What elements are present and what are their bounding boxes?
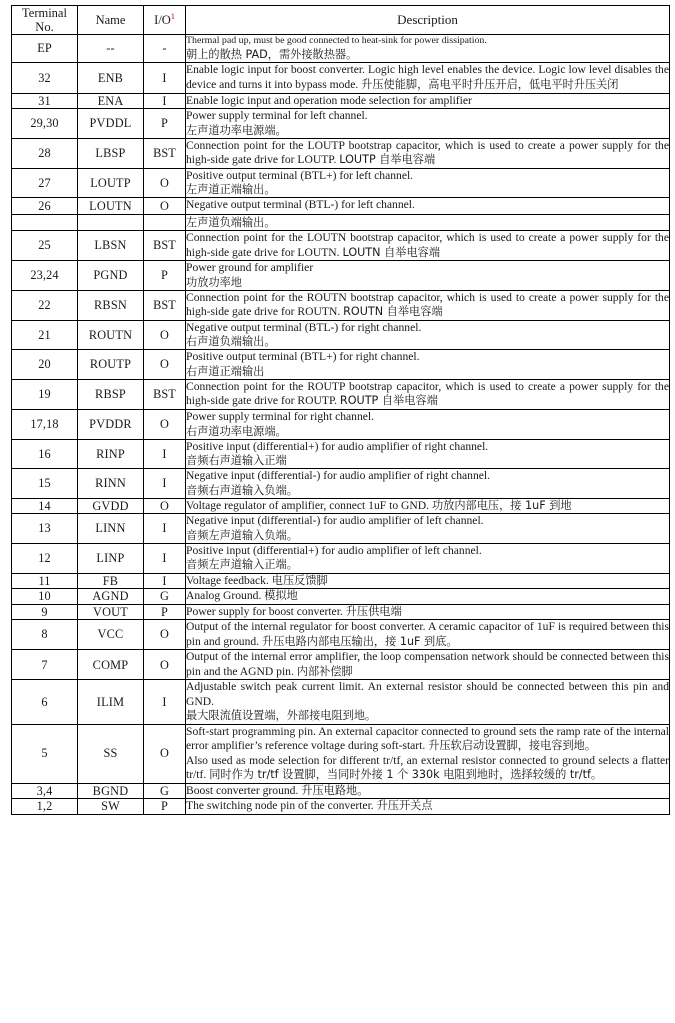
description-en: Negative output terminal (BTL-) for right channel. (186, 320, 422, 334)
table-row (12, 543, 670, 573)
table-row (12, 350, 670, 380)
description-en: Positive output terminal (BTL+) for left channel. (186, 168, 414, 182)
cell-description (186, 620, 670, 650)
cell-terminal-no: 27 (12, 168, 78, 198)
description-cn: 功放功率地 (186, 275, 242, 289)
table-row-continuation (12, 214, 670, 230)
description-mixed (186, 650, 669, 679)
cell-description (186, 350, 670, 380)
cell-io: I (144, 680, 186, 724)
cell-terminal-no: 9 (12, 604, 78, 620)
table-row (12, 439, 670, 469)
description-cn: 右声道正端输出 (186, 364, 265, 378)
cell-io: P (144, 799, 186, 815)
cell-description (186, 589, 670, 605)
description-mixed (186, 231, 669, 260)
table-row (12, 589, 670, 605)
cell-description (186, 514, 670, 544)
description-cn: 朝上的散热 PAD，需外接散热器。 (186, 47, 358, 61)
description-mixed (186, 63, 669, 92)
description-en: Positive input (differential+) for audio amplifier of left channel. (186, 543, 482, 557)
description-en-2: Also used as mode selection for different tr/tf, an external resistor connected to ground selects a flatter tr/tf. (186, 753, 669, 782)
cell-terminal-no: 22 (12, 290, 78, 320)
cell-name: PVDDR (78, 410, 144, 440)
description-mixed (186, 380, 669, 409)
description-cn: 右声道负端输出。 (186, 335, 276, 349)
description-en: Power supply terminal for left channel. (186, 109, 368, 123)
description-mixed (186, 799, 669, 814)
cell-description (186, 379, 670, 409)
column-header-terminal-no (12, 6, 78, 35)
cell-name: GVDD (78, 498, 144, 514)
description-en: Positive input (differential+) for audio amplifier of right channel. (186, 439, 489, 453)
cell-description (186, 650, 670, 680)
cell-description (186, 573, 670, 589)
cell-io: BST (144, 138, 186, 168)
description-cn: 音频右声道输入正端 (186, 454, 287, 468)
table-row (12, 63, 670, 93)
cell-terminal-no: 26 (12, 198, 78, 215)
cell-description (186, 138, 670, 168)
description-mixed (186, 620, 669, 649)
cell-terminal-no: 10 (12, 589, 78, 605)
cell-terminal-no: 6 (12, 680, 78, 724)
cell-name: PGND (78, 261, 144, 291)
cell-terminal-no: 28 (12, 138, 78, 168)
cell-name: BGND (78, 783, 144, 799)
column-header-terminal-line1: Terminal (22, 6, 67, 20)
description-en: Enable logic input for boost converter. Logic high level enables the device. Logic low level disables the device and turns it into bypass mode. (186, 63, 669, 91)
table-row (12, 573, 670, 589)
cell-terminal-no: 29,30 (12, 109, 78, 139)
description-en: Power supply for boost converter. (186, 604, 343, 618)
cell-terminal-no: 12 (12, 543, 78, 573)
cell-io: O (144, 410, 186, 440)
cell-description (186, 35, 670, 63)
cell-name: LINP (78, 543, 144, 573)
cell-description (186, 410, 670, 440)
description-cn: ROUTP 自举电容端 (339, 394, 438, 408)
table-row (12, 498, 670, 514)
description-en: Thermal pad up, must be good connected to heat-sink for power dissipation. (186, 35, 487, 46)
description-cn: 最大限流值设置端，外部接电阻到地。 (186, 709, 377, 723)
cell-description-continued (186, 214, 670, 230)
description-cn: 右声道功率电源端。 (186, 424, 287, 438)
cell-name: AGND (78, 589, 144, 605)
table-row (12, 168, 670, 198)
cell-name: RBSP (78, 379, 144, 409)
cell-io: P (144, 109, 186, 139)
footnote-marker: 1 (170, 11, 175, 21)
cell-name: ILIM (78, 680, 144, 724)
cell-description (186, 109, 670, 139)
cell-io: O (144, 168, 186, 198)
cell-name: RINN (78, 469, 144, 499)
cell-io: I (144, 439, 186, 469)
description-mixed (186, 784, 669, 799)
cell-io: P (144, 604, 186, 620)
cell-terminal-no: 23,24 (12, 261, 78, 291)
cell-terminal-no: 19 (12, 379, 78, 409)
cell-description (186, 93, 670, 109)
description-en: Voltage regulator of amplifier, connect 1uF to GND. (186, 498, 430, 512)
cell-io: G (144, 589, 186, 605)
cell-io: I (144, 573, 186, 589)
cell-name: ROUTN (78, 320, 144, 350)
cell-description (186, 680, 670, 724)
cell-terminal-no: 11 (12, 573, 78, 589)
cell-io: O (144, 724, 186, 783)
table-row (12, 261, 670, 291)
table-row (12, 724, 670, 783)
cell-name: ENB (78, 63, 144, 93)
cell-io: BST (144, 379, 186, 409)
table-body (12, 35, 670, 815)
table-row (12, 109, 670, 139)
table-row (12, 230, 670, 260)
table-row (12, 650, 670, 680)
description-en: The switching node pin of the converter. (186, 799, 374, 813)
description-cn: 升压开关点 (376, 799, 433, 813)
cell-io: O (144, 498, 186, 514)
description-cn: 模拟地 (264, 589, 298, 603)
description-cn: 电压反馈脚 (271, 573, 328, 587)
cell-name: LOUTN (78, 198, 144, 215)
cell-io: BST (144, 230, 186, 260)
cell-terminal-no: 16 (12, 439, 78, 469)
description-en: Boost converter ground. (186, 783, 299, 797)
description-cn: 升压电路地。 (301, 783, 369, 797)
table-row (12, 379, 670, 409)
description-en: Connection point for the ROUTP bootstrap capacitor, which is used to create a power supply for the high-side gate drive for ROUTP. (186, 379, 669, 408)
cell-description (186, 724, 670, 783)
table-row (12, 35, 670, 63)
description-en: Adjustable switch peak current limit. An external resistor should be connected between this pin and GND. (186, 680, 669, 708)
cell-io: O (144, 620, 186, 650)
description-en: Power supply terminal for right channel. (186, 410, 375, 424)
description-cn: 音频右声道输入负端。 (186, 483, 298, 497)
cell-terminal-no: 20 (12, 350, 78, 380)
cell-io: O (144, 198, 186, 215)
cell-io: I (144, 514, 186, 544)
table-row (12, 410, 670, 440)
column-header-terminal-line2: No. (35, 20, 54, 34)
cell-io: - (144, 35, 186, 63)
cell-io: I (144, 469, 186, 499)
cell-name: ENA (78, 93, 144, 109)
description-mixed-2 (186, 754, 669, 783)
description-cn: 内部补偿脚 (296, 664, 353, 678)
table-row (12, 138, 670, 168)
description-en: Voltage feedback. (186, 573, 269, 587)
description-mixed (186, 499, 669, 514)
description-mixed (186, 605, 669, 620)
cell-description (186, 168, 670, 198)
table-row (12, 514, 670, 544)
description-cn: 升压供电端 (345, 604, 402, 618)
description-cn: 左声道正端输出。 (186, 183, 276, 197)
cell-description (186, 543, 670, 573)
column-header-io-label: I/O (154, 13, 171, 27)
description-en: Output of the internal regulator for boost converter. A ceramic capacitor of 1uF is required between this pin and ground. (186, 620, 669, 648)
description-cn: 升压软启动设置脚，接电容到地。 (428, 739, 597, 753)
description-cn: 左声道负端输出。 (186, 215, 276, 229)
description-cn-2: 同时作为 tr/tf 设置脚，当同时外接 1 个 330k 电阻到地时，选择较缓的 tr/tf。 (209, 768, 603, 782)
description-en: Enable logic input and operation mode selection for amplifier (186, 93, 472, 107)
cell-terminal-no: 31 (12, 93, 78, 109)
cell-description (186, 198, 670, 215)
cell-terminal-no: 32 (12, 63, 78, 93)
column-header-description: Description (186, 6, 670, 35)
column-header-io (144, 6, 186, 35)
cell-name: PVDDL (78, 109, 144, 139)
cell-name: RBSN (78, 290, 144, 320)
cell-io: BST (144, 290, 186, 320)
description-cn: 升压使能脚，高电平时升压开启，低电平时升压关闭 (361, 77, 619, 91)
description-cn: 音频左声道输入负端。 (186, 528, 298, 542)
column-header-name: Name (78, 6, 144, 35)
cell-description (186, 498, 670, 514)
description-mixed (186, 139, 669, 168)
description-en: Analog Ground. (186, 589, 262, 603)
cell-io: I (144, 93, 186, 109)
cell-description (186, 469, 670, 499)
description-en: Negative output terminal (BTL-) for left channel. (186, 198, 415, 212)
cell-description (186, 320, 670, 350)
cell-terminal-no: 1,2 (12, 799, 78, 815)
cell-description (186, 230, 670, 260)
cell-terminal-no: 14 (12, 498, 78, 514)
cell-name: ROUTP (78, 350, 144, 380)
cell-terminal-no: 21 (12, 320, 78, 350)
header-row (12, 6, 670, 35)
cell-name: FB (78, 573, 144, 589)
cell-description (186, 439, 670, 469)
table-row (12, 604, 670, 620)
cell-name: LOUTP (78, 168, 144, 198)
cell-terminal-no: 25 (12, 230, 78, 260)
cell-terminal-no: 3,4 (12, 783, 78, 799)
description-cn: 升压电路内部电压输出，接 1uF 到底。 (262, 634, 458, 648)
table-row (12, 93, 670, 109)
cell-terminal-no: EP (12, 35, 78, 63)
cell-name: VCC (78, 620, 144, 650)
description-cn: 左声道功率电源端。 (186, 123, 287, 137)
table-row (12, 680, 670, 724)
cell-description (186, 63, 670, 93)
cell-terminal-no: 8 (12, 620, 78, 650)
description-cn: 音频左声道输入正端。 (186, 558, 298, 572)
description-mixed (186, 291, 669, 320)
description-en: Output of the internal error amplifier, the loop compensation network should be connected between this pin and the AGND pin. (186, 650, 669, 678)
cell-terminal-no: 17,18 (12, 410, 78, 440)
table-row (12, 198, 670, 215)
table-row (12, 469, 670, 499)
cell-name: LINN (78, 514, 144, 544)
cell-description (186, 799, 670, 815)
description-en: Positive output terminal (BTL+) for right channel. (186, 350, 420, 364)
cell-io: I (144, 63, 186, 93)
table-row (12, 320, 670, 350)
description-mixed (186, 574, 669, 589)
table-row (12, 783, 670, 799)
cell-terminal-no: 15 (12, 469, 78, 499)
cell-io: P (144, 261, 186, 291)
description-en: Power ground for amplifier (186, 261, 314, 275)
description-cn: 功放内部电压，接 1uF 到地 (431, 498, 572, 512)
description-en: Connection point for the ROUTN bootstrap capacitor, which is used to create a power supply for the high-side gate drive for ROUTN. (186, 290, 669, 319)
cell-name: RINP (78, 439, 144, 469)
cell-io: O (144, 350, 186, 380)
description-en: Connection point for the LOUTP bootstrap capacitor, which is used to create a power supply for the high-side gate drive for LOUTP. (186, 138, 669, 167)
description-cn: LOUTN 自举电容端 (342, 245, 441, 259)
cell-description (186, 261, 670, 291)
cell-name: SW (78, 799, 144, 815)
cell-io: O (144, 650, 186, 680)
cell-terminal-no: 13 (12, 514, 78, 544)
description-en: Negative input (differential-) for audio amplifier of left channel. (186, 514, 484, 528)
description-mixed (186, 589, 669, 604)
table-header (12, 6, 670, 35)
cell-name: COMP (78, 650, 144, 680)
cell-name: LBSN (78, 230, 144, 260)
cell-name: LBSP (78, 138, 144, 168)
description-en: Connection point for the LOUTN bootstrap capacitor, which is used to create a power supply for the high-side gate drive for LOUTN. (186, 230, 669, 259)
table-row (12, 620, 670, 650)
cell-terminal-no: 5 (12, 724, 78, 783)
cell-io-empty (144, 214, 186, 230)
cell-io: O (144, 320, 186, 350)
description-cn: ROUTN 自举电容端 (343, 305, 443, 319)
description-en: Negative input (differential-) for audio amplifier of right channel. (186, 469, 491, 483)
cell-io: G (144, 783, 186, 799)
description-mixed-1 (186, 725, 669, 754)
cell-terminal-no-empty (12, 214, 78, 230)
table-row (12, 799, 670, 815)
cell-name: SS (78, 724, 144, 783)
cell-description (186, 290, 670, 320)
description-cn: LOUTP 自举电容端 (339, 153, 436, 167)
cell-description (186, 783, 670, 799)
cell-terminal-no: 7 (12, 650, 78, 680)
cell-name-empty (78, 214, 144, 230)
cell-io: I (144, 543, 186, 573)
cell-name: VOUT (78, 604, 144, 620)
table-row (12, 290, 670, 320)
cell-description (186, 604, 670, 620)
description-en: Soft-start programming pin. An external capacitor connected to ground sets the ramp rate of the internal error amplifier’s reference voltage during soft-start. (186, 724, 669, 753)
cell-name: -- (78, 35, 144, 63)
terminal-functions-table (11, 5, 670, 815)
